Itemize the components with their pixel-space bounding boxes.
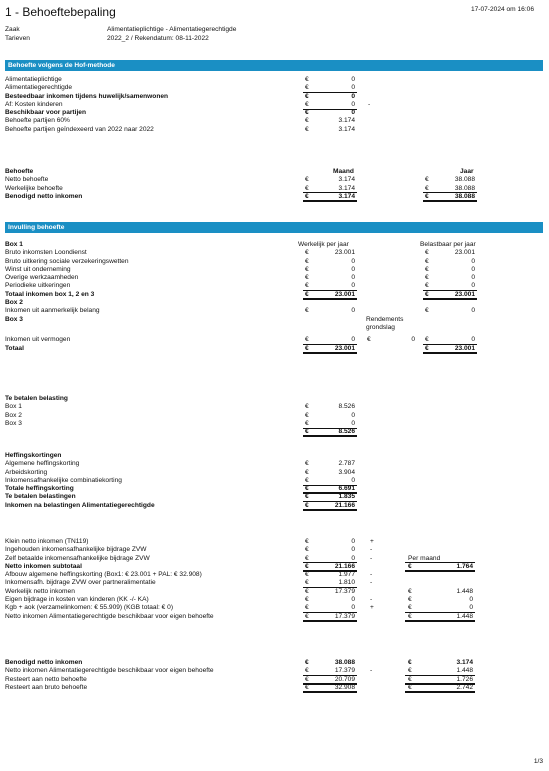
- table-row: [5, 291, 543, 299]
- amount: 0: [351, 84, 355, 92]
- currency-symbol: €: [408, 604, 412, 612]
- currency-symbol: €: [305, 667, 309, 675]
- table-row: [5, 538, 543, 546]
- currency-symbol: €: [305, 117, 309, 125]
- amount: 0: [351, 282, 355, 290]
- row-label: Ingehouden inkomensafhankelijke bijdrage ZVW: [5, 546, 147, 554]
- amount: 8.526: [338, 403, 355, 411]
- currency-symbol: €: [305, 579, 309, 587]
- row-label: Inkomensafh. bijdrage ZVW over partneralimentatie: [5, 579, 156, 587]
- row-label: Behoefte partijen geïndexeerd van 2022 naar 2022: [5, 125, 154, 133]
- currency-symbol: €: [305, 290, 309, 298]
- amount: 0: [471, 336, 475, 344]
- amount: 23.001: [454, 249, 475, 257]
- table-row: [5, 258, 543, 266]
- behoefte-table: [5, 168, 543, 201]
- table-row: [5, 596, 543, 604]
- amount: 0: [351, 76, 355, 83]
- row-label: Netto inkomen Alimentatiegerechtigde beschikbaar voor eigen behoefte: [5, 667, 214, 675]
- row-label: Box 1: [5, 403, 22, 411]
- currency-symbol: €: [305, 587, 309, 595]
- amount: 23.001: [334, 249, 355, 257]
- row-label: Heffingskortingen: [5, 452, 62, 459]
- belasting-table: [5, 395, 543, 436]
- currency-symbol: €: [305, 192, 309, 200]
- table-row: [5, 101, 543, 109]
- table-row: [5, 109, 543, 117]
- currency-symbol: €: [305, 76, 309, 83]
- sign: -: [370, 667, 373, 675]
- amount: 1.810: [338, 579, 355, 587]
- double-underline: [405, 620, 475, 622]
- row-label: Behoefte partijen 60%: [5, 117, 70, 125]
- row-label: Netto behoefte: [5, 176, 49, 184]
- row-label: Box 3: [5, 315, 23, 323]
- currency-symbol: €: [425, 184, 429, 192]
- amount: 0: [351, 109, 355, 117]
- amount: 0: [351, 307, 355, 315]
- table-row: [5, 502, 543, 510]
- sign: -: [370, 546, 373, 554]
- table-row: [5, 555, 543, 563]
- currency-symbol: €: [305, 84, 309, 92]
- amount: 3.174: [338, 117, 355, 125]
- table-row: [5, 266, 543, 274]
- currency-symbol: €: [305, 596, 309, 604]
- currency-symbol: €: [305, 403, 309, 411]
- amount: 3.174: [338, 176, 355, 184]
- amount: 21.166: [334, 562, 355, 570]
- double-underline: [405, 691, 475, 693]
- amount: 3.174: [338, 125, 355, 133]
- amount: 21.166: [334, 501, 355, 509]
- amount: 38.088: [334, 659, 355, 666]
- heffing-table: [5, 452, 543, 510]
- table-row: [5, 485, 543, 493]
- currency-symbol: €: [305, 604, 309, 612]
- table-row: [5, 193, 543, 201]
- column-header: Belastbaar per jaar: [420, 241, 476, 248]
- table-row: [5, 493, 543, 501]
- row-label: Totaal: [5, 344, 24, 352]
- meta-label: Zaak: [5, 26, 20, 33]
- row-label: Af: Kosten kinderen: [5, 100, 63, 108]
- amount: 0: [351, 546, 355, 554]
- currency-symbol: €: [305, 538, 309, 545]
- amount: 38.088: [454, 184, 475, 192]
- netto-table: [5, 538, 543, 621]
- row-label: Werkelijk netto inkomen: [5, 587, 75, 595]
- currency-symbol: €: [305, 411, 309, 419]
- row-label: Te betalen belasting: [5, 395, 68, 402]
- row-label: Winst uit onderneming: [5, 265, 71, 273]
- row-label: Afbouw algemene heffingskorting (Box1: € 23.001 + PAL: € 32.908): [5, 571, 202, 579]
- amount: 23.001: [454, 290, 475, 298]
- sign: -: [370, 571, 373, 579]
- double-underline: [303, 620, 357, 622]
- currency-symbol: €: [425, 274, 429, 282]
- amount: 38.088: [454, 192, 475, 200]
- row-label: Inkomensafhankelijke combinatiekorting: [5, 476, 122, 484]
- report-date: 17-07-2024 om 16:06: [470, 6, 534, 13]
- amount: 0: [351, 411, 355, 419]
- currency-symbol: €: [425, 176, 429, 184]
- meta-value: 2022_2 / Rekendatum: 08-11-2022: [107, 35, 209, 42]
- double-underline: [423, 200, 477, 202]
- box1-title: [5, 241, 543, 249]
- invulling-table: [5, 241, 543, 353]
- row-label: Box 2: [5, 411, 22, 419]
- table-row: [5, 274, 543, 282]
- double-underline: [303, 691, 357, 693]
- currency-symbol: €: [408, 562, 412, 570]
- amount: 23.001: [454, 344, 475, 352]
- currency-symbol: €: [367, 336, 371, 344]
- currency-symbol: €: [305, 571, 309, 579]
- amount: 0: [351, 476, 355, 484]
- spacer: [5, 324, 543, 332]
- currency-symbol: €: [305, 176, 309, 184]
- currency-symbol: €: [305, 336, 309, 344]
- row-label: Totale heffingskorting: [5, 485, 74, 493]
- table-row: [5, 93, 543, 101]
- currency-symbol: €: [305, 109, 309, 117]
- row-label: Algemene heffingskorting: [5, 460, 80, 468]
- heffing-title: [5, 452, 543, 460]
- table-row: [5, 588, 543, 596]
- amount: 0: [351, 92, 355, 100]
- amount: 3.174: [338, 192, 355, 200]
- currency-symbol: €: [305, 562, 309, 570]
- table-row: [5, 659, 543, 667]
- row-label: Bruto inkomsten Loondienst: [5, 249, 87, 257]
- row-label: Alimentatieplichtige: [5, 76, 62, 83]
- currency-symbol: €: [305, 659, 309, 666]
- double-underline: [303, 435, 357, 437]
- currency-symbol: €: [305, 476, 309, 484]
- table-row: [5, 84, 543, 92]
- table-row: [5, 345, 543, 353]
- box2-title: [5, 299, 543, 307]
- currency-symbol: €: [305, 184, 309, 192]
- table-row: [5, 571, 543, 579]
- row-label: Inkomen uit vermogen: [5, 336, 71, 344]
- page-title: 1 - Behoeftebepaling: [5, 5, 116, 19]
- table-row: [5, 546, 543, 554]
- table-row: [5, 249, 543, 257]
- amount: 17.379: [334, 667, 355, 675]
- column-header: Werkelijk per jaar: [298, 241, 349, 248]
- double-underline: [303, 509, 357, 511]
- currency-symbol: €: [425, 344, 429, 352]
- currency-symbol: €: [408, 659, 412, 666]
- rendements-label: Rendements: [366, 315, 404, 323]
- amount: 0: [471, 274, 475, 282]
- currency-symbol: €: [408, 596, 412, 604]
- currency-symbol: €: [305, 612, 309, 620]
- currency-symbol: €: [425, 290, 429, 298]
- amount: 0: [469, 604, 473, 612]
- amount: 8.526: [338, 428, 355, 436]
- amount: 0: [471, 265, 475, 273]
- currency-symbol: €: [305, 460, 309, 468]
- currency-symbol: €: [408, 587, 412, 595]
- table-row: [5, 460, 543, 468]
- table-row: [5, 126, 543, 134]
- table-row: [5, 176, 543, 184]
- table-row: [5, 412, 543, 420]
- table-row: [5, 117, 543, 125]
- table-row: [5, 469, 543, 477]
- currency-symbol: €: [305, 100, 309, 108]
- row-label: Netto inkomen subtotaal: [5, 562, 82, 570]
- row-label: Netto inkomen Alimentatiegerechtigde beschikbaar voor eigen behoefte: [5, 612, 214, 620]
- currency-symbol: €: [305, 419, 309, 427]
- table-row: [5, 613, 543, 621]
- currency-symbol: €: [425, 257, 429, 265]
- row-label: Inkomen uit aanmerkelijk belang: [5, 307, 100, 315]
- row-label: Periodieke uitkeringen: [5, 282, 71, 290]
- currency-symbol: €: [425, 265, 429, 273]
- amount: 38.088: [454, 176, 475, 184]
- amount: 2.787: [338, 460, 355, 468]
- currency-symbol: €: [305, 485, 309, 493]
- currency-symbol: €: [425, 282, 429, 290]
- currency-symbol: €: [305, 257, 309, 265]
- amount: 1.835: [338, 493, 355, 501]
- currency-symbol: €: [305, 493, 309, 501]
- meta-tarieven: [5, 35, 405, 44]
- section-header-hof: Behoefte volgens de Hof-methode: [5, 60, 543, 71]
- table-row: [5, 604, 543, 612]
- amount: 23.001: [334, 344, 355, 352]
- row-label: Benodigd netto inkomen: [5, 192, 83, 200]
- row-label: Inkomen na belastingen Alimentatiegerechtigde: [5, 501, 155, 509]
- table-row: [5, 282, 543, 290]
- row-label: Klein netto inkomen (TN119): [5, 538, 89, 545]
- row-label: Resteert aan netto behoefte: [5, 675, 87, 683]
- amount: 23.001: [334, 290, 355, 298]
- amount: 0: [471, 257, 475, 265]
- sign: -: [370, 579, 373, 587]
- row-label: Box 3: [5, 419, 22, 427]
- currency-symbol: €: [425, 192, 429, 200]
- row-label: Besteedbaar inkomen tijdens huwelijk/samenwonen: [5, 92, 169, 100]
- currency-symbol: €: [305, 274, 309, 282]
- currency-symbol: €: [305, 683, 309, 691]
- meta-value: Alimentatieplichtige - Alimentatiegerechtigde: [107, 26, 237, 33]
- sign: -: [370, 554, 373, 562]
- table-row: [5, 579, 543, 587]
- row-label: Resteert aan bruto behoefte: [5, 683, 88, 691]
- currency-symbol: €: [408, 612, 412, 620]
- currency-symbol: €: [408, 667, 412, 675]
- table-row: [5, 185, 543, 193]
- row-label: Te betalen belastingen: [5, 493, 76, 501]
- amount: 1.764: [456, 562, 473, 570]
- column-header: Maand: [333, 168, 354, 175]
- sign: -: [368, 100, 371, 108]
- amount: 0: [351, 257, 355, 265]
- currency-symbol: €: [305, 428, 309, 436]
- table-row: [5, 336, 543, 344]
- amount: 3.904: [338, 468, 355, 476]
- currency-symbol: €: [305, 265, 309, 273]
- amount: 17.379: [334, 587, 355, 595]
- row-label: Werkelijke behoefte: [5, 184, 63, 192]
- amount: 0: [351, 336, 355, 344]
- amount: 0: [411, 336, 415, 344]
- meta-label: Tarieven: [5, 35, 30, 42]
- row-label: Box 1: [5, 241, 23, 248]
- amount: 0: [351, 419, 355, 427]
- row-label: Overige werkzaamheden: [5, 274, 79, 282]
- table-row: [5, 477, 543, 485]
- currency-symbol: €: [305, 554, 309, 562]
- currency-symbol: €: [305, 546, 309, 554]
- amount: 0: [351, 274, 355, 282]
- row-label: Eigen bijdrage in kosten van kinderen (KK -/- KA): [5, 596, 149, 604]
- rendements-label: grondslag: [366, 323, 395, 331]
- double-underline: [303, 200, 357, 202]
- row-label: Alimentatiegerechtigde: [5, 84, 73, 92]
- table-row: [5, 667, 543, 675]
- currency-symbol: €: [408, 683, 412, 691]
- sign: -: [370, 596, 373, 604]
- column-header: Jaar: [460, 168, 474, 175]
- amount: 20.709: [334, 675, 355, 683]
- page-number: 1/3: [533, 758, 543, 765]
- row-label: Benodigd netto inkomen: [5, 659, 83, 666]
- meta-zaak: [5, 26, 405, 35]
- currency-symbol: €: [305, 249, 309, 257]
- row-label: Box 2: [5, 299, 23, 307]
- row-label: Beschikbaar voor partijen: [5, 109, 86, 117]
- amount: 2.742: [456, 683, 473, 691]
- section-header-invulling: Invulling behoefte: [5, 222, 543, 233]
- currency-symbol: €: [305, 282, 309, 290]
- sign: +: [370, 604, 374, 612]
- amount: 0: [351, 100, 355, 108]
- amount: 1.726: [456, 675, 473, 683]
- table-row: [5, 76, 543, 84]
- row-label: Zelf betaalde inkomensafhankelijke bijdrage ZVW: [5, 554, 150, 562]
- amount: 0: [351, 265, 355, 273]
- currency-symbol: €: [425, 249, 429, 257]
- amount: 32.908: [334, 683, 355, 691]
- table-row: [5, 563, 543, 571]
- behoefte-title: [5, 168, 543, 176]
- amount: 0: [471, 282, 475, 290]
- amount: 1.977: [338, 571, 355, 579]
- amount: 0: [351, 538, 355, 545]
- amount: 6.691: [338, 485, 355, 493]
- row-label: Bruto uitkering sociale verzekeringswetten: [5, 257, 129, 265]
- amount: 0: [351, 596, 355, 604]
- table-row: [5, 420, 543, 428]
- row-label: Kgb + aok (verzamelinkomen: € 55.909) (KGB totaal: € 0): [5, 604, 174, 612]
- amount: 3.174: [338, 184, 355, 192]
- table-row: [5, 684, 543, 692]
- currency-symbol: €: [305, 468, 309, 476]
- currency-symbol: €: [408, 675, 412, 683]
- amount: 1.448: [456, 587, 473, 595]
- currency-symbol: €: [425, 307, 429, 315]
- table-row: [5, 403, 543, 411]
- double-underline: [423, 352, 477, 354]
- table-row: [5, 307, 543, 315]
- row-label: Behoefte: [5, 168, 34, 175]
- sign: +: [370, 538, 374, 545]
- row-label: Arbeidskorting: [5, 468, 48, 476]
- amount: 0: [471, 307, 475, 315]
- belasting-total: [5, 428, 543, 436]
- table-row: [5, 676, 543, 684]
- amount: 0: [351, 604, 355, 612]
- amount: 1.448: [456, 667, 473, 675]
- amount: 1.448: [456, 612, 473, 620]
- amount: 0: [351, 554, 355, 562]
- amount: 17.379: [334, 612, 355, 620]
- hof-table: [5, 76, 543, 134]
- box3-title: [5, 316, 543, 324]
- row-label: Totaal inkomen box 1, 2 en 3: [5, 290, 95, 298]
- slot-table: [5, 659, 543, 692]
- currency-symbol: €: [305, 344, 309, 352]
- amount: 0: [469, 596, 473, 604]
- currency-symbol: €: [305, 501, 309, 509]
- column-header: Per maand: [408, 554, 441, 562]
- double-underline: [303, 352, 357, 354]
- currency-symbol: €: [305, 307, 309, 315]
- currency-symbol: €: [305, 675, 309, 683]
- belasting-title: [5, 395, 543, 403]
- amount: 3.174: [456, 659, 473, 666]
- currency-symbol: €: [425, 336, 429, 344]
- currency-symbol: €: [305, 92, 309, 100]
- currency-symbol: €: [305, 125, 309, 133]
